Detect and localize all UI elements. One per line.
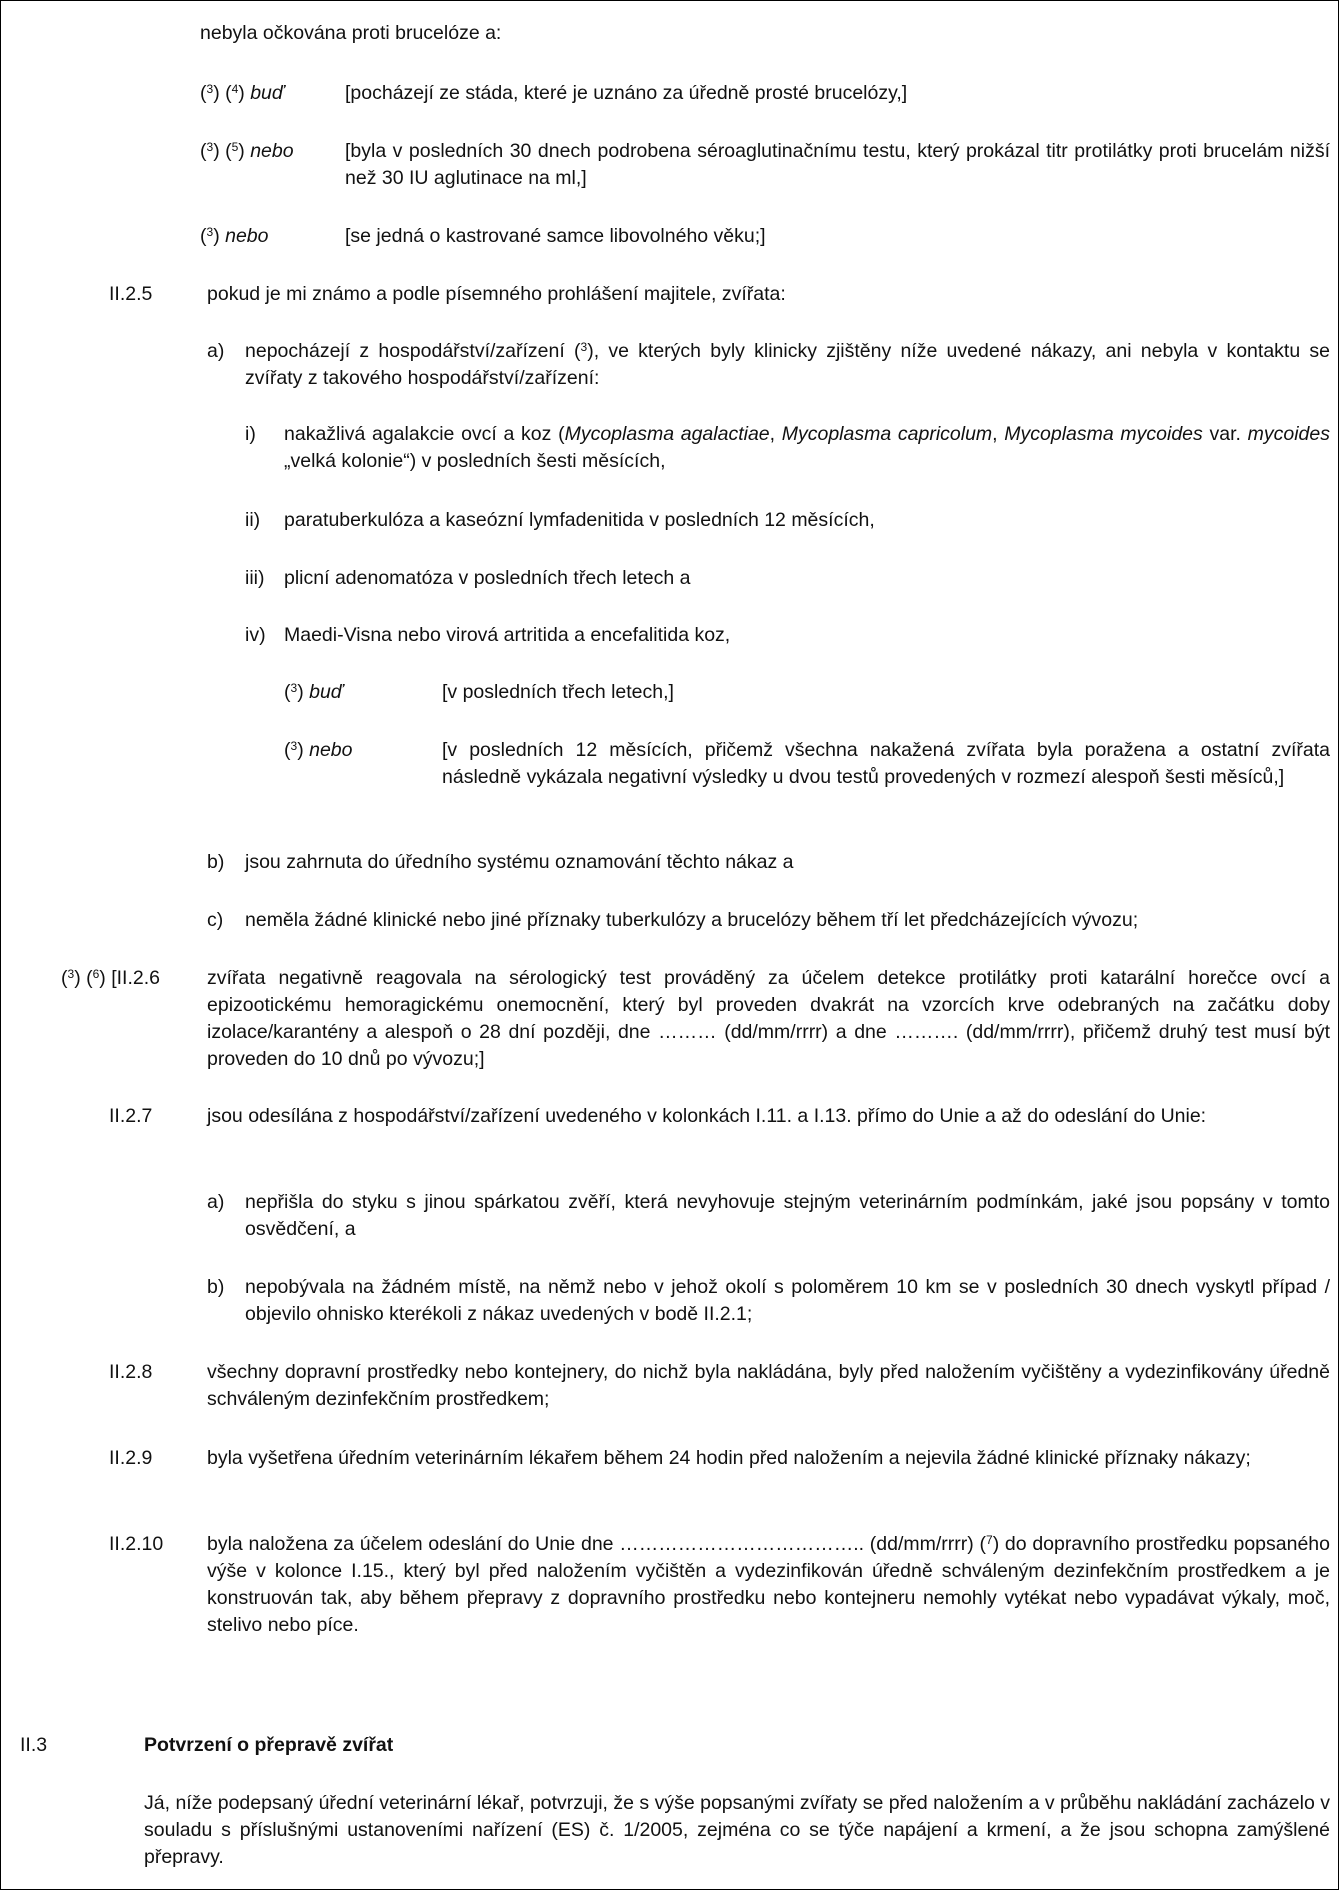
section-number: II.2.9 [109, 1447, 153, 1469]
item-text: jsou zahrnuta do úředního systému oznamování těchto nákaz a [245, 851, 794, 873]
section-number: II.2.7 [109, 1105, 153, 1127]
item-text: Maedi-Visna nebo virová artritida a encefalitida koz, [284, 624, 731, 646]
option-text: [byla v posledních 30 dnech podrobena séroaglutinačnímu testu, který prokázal titr protilátky proti brucelám nižší než 30 IU aglutinace na ml,] [345, 140, 1330, 189]
item-text: nepobývala na žádném místě, na němž nebo v jehož okolí s poloměrem 10 km se v posledních 30 dnech vyskytl případ / objevilo ohnisko kterékoli z nákaz uvedených v bodě II.2.1; [245, 1276, 1330, 1325]
option-label: ($^3$) nebo [200, 225, 269, 247]
item-text: nakažlivá agalakcie ovcí a koz (Mycoplasma agalactiae, Mycoplasma capricolum, Mycoplasma mycoides var. mycoides „velká kolonie“) v posledních šesti měsících, [284, 423, 1330, 472]
section-number: II.2.10 [109, 1533, 164, 1555]
item-label: ii) [245, 509, 261, 531]
option-label: ($^3$) ($^4$) buď [200, 82, 285, 104]
item-text: paratuberkulóza a kaseózní lymfadenitida v posledních 12 měsících, [284, 509, 875, 531]
option-label: ($^3$) buď [284, 681, 343, 703]
item-text: neměla žádné klinické nebo jiné příznaky tuberkulózy a brucelózy během tří let předcházejících vývozu; [245, 909, 1139, 931]
item-text: nepocházejí z hospodářství/zařízení ($^3$), ve kterých byly klinicky zjištěny níže uvedené nákazy, ani nebyla v kontaktu se zvířaty z takového hospodářství/zařízení: [245, 340, 1330, 389]
option-text: [pocházejí ze stáda, které je uznáno za úředně prosté brucelózy,] [345, 82, 908, 104]
intro-text: nebyla očkována proti brucelóze a: [200, 22, 502, 44]
item-label: b) [207, 851, 225, 873]
item-label: iii) [245, 567, 265, 589]
item-label: i) [245, 423, 256, 445]
section-number: II.2.5 [109, 283, 153, 305]
section-text: zvířata negativně reagovala na sérologický test prováděný za účelem detekce protilátky proti katarální horečce ovcí a epizootickému hemoragickému onemocnění, který byl proveden dvakrát na vzorcích krve odebraných na začátku doby izolace/karantény a alespoň o 28 dní později, dne ……… (dd/mm/rrrr) a dne ………. (dd/mm/rrrr), přičemž druhý test musí být proveden do 10 dnů po vývozu;] [207, 967, 1330, 1070]
section-text: všechny dopravní prostředky nebo kontejnery, do nichž byla nakládána, byly před naložením vyčištěny a vydezinfikovány úředně schváleným dezinfekčním prostředkem; [207, 1361, 1330, 1410]
item-label: b) [207, 1276, 225, 1298]
item-text: nepřišla do styku s jinou spárkatou zvěří, která nevyhovuje stejným veterinárním podmínkám, jaké jsou popsány v tomto osvědčení, a [245, 1191, 1330, 1240]
section-text: byla naložena za účelem odeslání do Unie dne ……………………………….. (dd/mm/rrrr) ($^7$) do dopravního prostředku popsaného výše v kolonce I.15., který byl před naložením vyčištěn a vydezinfikován úředně schváleným dezinfekčním prostředkem a je konstruován tak, aby během přepravy z dopravního prostředku nebo kontejneru nemohly vytékat nebo vypadávat výkaly, moč, stelivo nebo píce. [207, 1533, 1330, 1636]
section-title: Potvrzení o přepravě zvířat [144, 1734, 394, 1756]
section-text: Já, níže podepsaný úřední veterinární lékař, potvrzuji, že s výše popsanými zvířaty se před naložením a v průběhu nakládání zacházelo v souladu s příslušnými ustanoveními nařízení (ES) č. 1/2005, zejména co se týče napájení a krmení, a že jsou schopna zamýšlené přepravy. [144, 1792, 1330, 1868]
section-text: pokud je mi známo a podle písemného prohlášení majitele, zvířata: [207, 283, 786, 305]
item-label: a) [207, 1191, 225, 1213]
section-text: jsou odesílána z hospodářství/zařízení uvedeného v kolonkách I.11. a I.13. přímo do Unie a až do odeslání do Unie: [207, 1105, 1207, 1127]
section-text: byla vyšetřena úředním veterinárním lékařem během 24 hodin před naložením a nejevila žádné klinické příznaky nákazy; [207, 1447, 1251, 1469]
item-label: c) [207, 909, 224, 931]
section-number: II.2.8 [109, 1361, 153, 1383]
item-label: a) [207, 340, 225, 362]
section-number: II.3 [20, 1734, 48, 1756]
item-text: plicní adenomatóza v posledních třech letech a [284, 567, 691, 589]
option-text: [v posledních třech letech,] [442, 681, 674, 703]
option-text: [v posledních 12 měsících, přičemž všechna nakažená zvířata byla poražena a ostatní zvířata následně vykázala negativní výsledky u dvou testů provedených v rozmezí alespoň šesti měsíců,] [442, 739, 1330, 788]
section-number: ($^3$) ($^6$) [II.2.6 [61, 967, 160, 989]
option-text: [se jedná o kastrované samce libovolného věku;] [345, 225, 766, 247]
option-label: ($^3$) ($^5$) nebo [200, 140, 294, 162]
option-label: ($^3$) nebo [284, 739, 353, 761]
item-label: iv) [245, 624, 266, 646]
